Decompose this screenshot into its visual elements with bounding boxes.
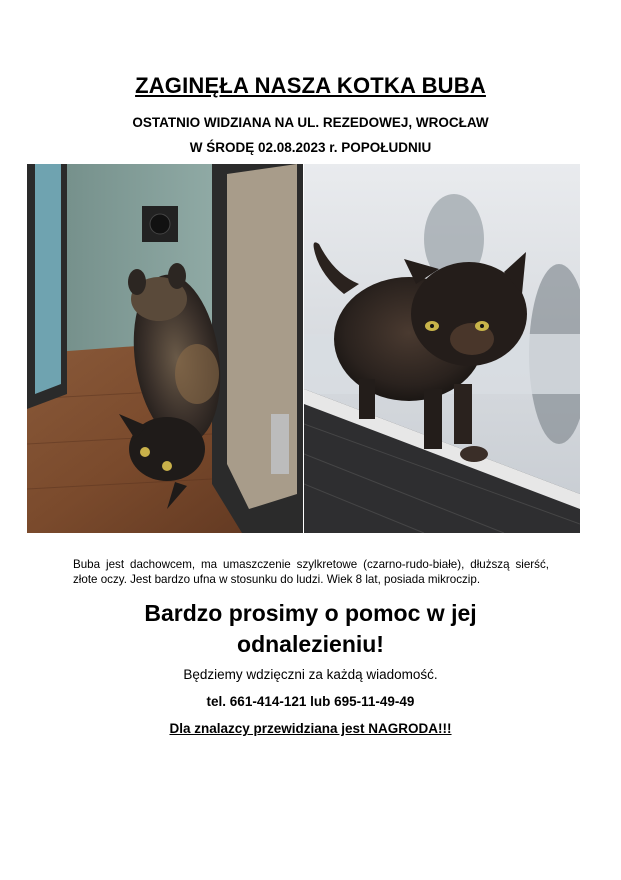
plea-line-2: odnalezieniu! — [237, 631, 384, 657]
plea-line-1: Bardzo prosimy o pomoc w jej — [144, 600, 477, 626]
cat-description: Buba jest dachowcem, ma umaszczenie szylkretowe (czarno-rudo-białe), dłuższą sierść, złote oczy. Jest bardzo ufna w stosunku do ludzi. Wiek 8 lat, posiada mikroczip. — [73, 558, 549, 586]
plea-heading — [0, 598, 621, 660]
cat-on-balcony-railing-photo — [304, 164, 580, 533]
contact-phone: tel. 661-414-121 lub 695-11-49-49 — [206, 694, 415, 709]
reward-notice: Dla znalazcy przewidziana jest NAGRODA!!! — [169, 721, 452, 736]
last-seen-date: W ŚRODĘ 02.08.2023 r. POPOŁUDNIU — [189, 140, 432, 155]
thanks-text: Będziemy wdzięczni za każdą wiadomość. — [183, 667, 438, 682]
poster-title: ZAGINĘŁA NASZA KOTKA BUBA — [135, 73, 486, 98]
cat-lying-on-floor-photo — [27, 164, 303, 533]
last-seen-location: OSTATNIO WIDZIANA NA UL. REZEDOWEJ, WROCŁAW — [132, 115, 489, 130]
